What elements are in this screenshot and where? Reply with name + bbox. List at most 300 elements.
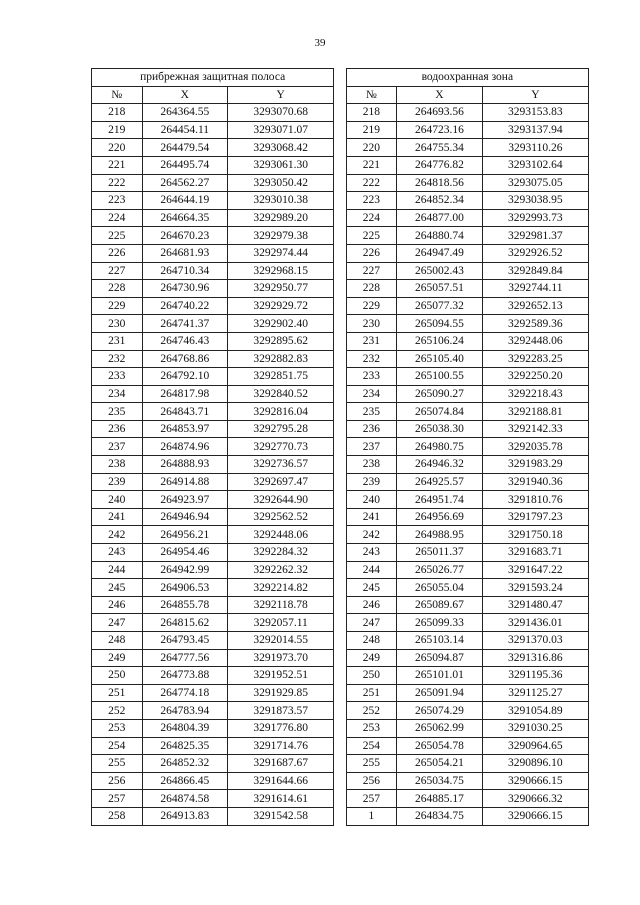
table-row: [92, 473, 589, 491]
left-num-cell: 250: [92, 667, 143, 685]
column-gap: [334, 121, 346, 139]
right-x-cell: 264880.74: [397, 227, 483, 245]
left-y-cell: 3291929.85: [228, 684, 334, 702]
right-y-cell: 3291797.23: [482, 508, 588, 526]
column-gap: [334, 227, 346, 245]
left-num-cell: 235: [92, 403, 143, 421]
column-gap: [334, 403, 346, 421]
right-num-cell: 234: [346, 385, 397, 403]
table-row: [92, 420, 589, 438]
right-y-cell: 3292218.43: [482, 385, 588, 403]
column-gap: [334, 614, 346, 632]
table-row: [92, 139, 589, 157]
column-gap: [334, 192, 346, 210]
left-num-cell: 236: [92, 420, 143, 438]
right-num-cell: 255: [346, 755, 397, 773]
left-num-cell: 244: [92, 561, 143, 579]
left-x-cell: 264664.35: [142, 209, 228, 227]
right-num-cell: 227: [346, 262, 397, 280]
table-row: [92, 227, 589, 245]
table-row: [92, 737, 589, 755]
left-y-cell: 3291614.61: [228, 790, 334, 808]
right-x-cell: 265100.55: [397, 368, 483, 386]
right-num-cell: 229: [346, 297, 397, 315]
left-x-cell: 264644.19: [142, 192, 228, 210]
right-y-cell: 3291683.71: [482, 544, 588, 562]
column-gap: [334, 297, 346, 315]
right-x-cell: 265002.43: [397, 262, 483, 280]
left-y-cell: 3291644.66: [228, 772, 334, 790]
right-num-cell: 220: [346, 139, 397, 157]
table-row: [92, 544, 589, 562]
right-num-cell: 253: [346, 719, 397, 737]
left-x-cell: 264843.71: [142, 403, 228, 421]
column-gap: [334, 702, 346, 720]
left-x-cell: 264804.39: [142, 719, 228, 737]
table-header-row: [92, 86, 589, 104]
left-y-cell: 3292644.90: [228, 491, 334, 509]
right-x-cell: 265057.51: [397, 280, 483, 298]
right-y-cell: 3292035.78: [482, 438, 588, 456]
right-y-cell: 3293110.26: [482, 139, 588, 157]
left-y-cell: 3292562.52: [228, 508, 334, 526]
left-x-cell: 264942.99: [142, 561, 228, 579]
left-x-cell: 264454.11: [142, 121, 228, 139]
left-x-cell: 264855.78: [142, 596, 228, 614]
right-num-cell: 236: [346, 420, 397, 438]
left-num-cell: 228: [92, 280, 143, 298]
column-gap: [334, 139, 346, 157]
left-y-cell: 3292448.06: [228, 526, 334, 544]
left-y-cell: 3292284.32: [228, 544, 334, 562]
right-x-cell: 264951.74: [397, 491, 483, 509]
left-y-cell: 3291873.57: [228, 702, 334, 720]
table-row: [92, 121, 589, 139]
left-num-cell: 238: [92, 456, 143, 474]
right-num-cell: 250: [346, 667, 397, 685]
left-y-cell: 3291952.51: [228, 667, 334, 685]
right-num-cell: 224: [346, 209, 397, 227]
left-num-cell: 256: [92, 772, 143, 790]
left-header-x: X: [142, 86, 228, 104]
right-x-cell: 265054.21: [397, 755, 483, 773]
right-x-cell: 264818.56: [397, 174, 483, 192]
right-y-cell: 3290964.65: [482, 737, 588, 755]
column-gap: [334, 156, 346, 174]
table-row: [92, 719, 589, 737]
table-row: [92, 297, 589, 315]
table-row: [92, 350, 589, 368]
left-x-cell: 264746.43: [142, 332, 228, 350]
right-x-cell: 265105.40: [397, 350, 483, 368]
right-y-cell: 3293038.95: [482, 192, 588, 210]
left-num-cell: 257: [92, 790, 143, 808]
right-y-cell: 3291593.24: [482, 579, 588, 597]
right-x-cell: 265011.37: [397, 544, 483, 562]
column-gap: [334, 491, 346, 509]
left-x-cell: 264777.56: [142, 649, 228, 667]
left-num-cell: 220: [92, 139, 143, 157]
left-num-cell: 229: [92, 297, 143, 315]
left-y-cell: 3292974.44: [228, 244, 334, 262]
right-y-cell: 3291125.27: [482, 684, 588, 702]
left-x-cell: 264888.93: [142, 456, 228, 474]
left-y-cell: 3292795.28: [228, 420, 334, 438]
right-x-cell: 264852.34: [397, 192, 483, 210]
right-num-cell: 241: [346, 508, 397, 526]
right-x-cell: 265074.84: [397, 403, 483, 421]
right-x-cell: 264956.69: [397, 508, 483, 526]
left-x-cell: 264946.94: [142, 508, 228, 526]
right-x-cell: 265099.33: [397, 614, 483, 632]
right-x-cell: 264946.32: [397, 456, 483, 474]
left-section-title: прибрежная защитная полоса: [92, 69, 334, 87]
left-y-cell: 3292816.04: [228, 403, 334, 421]
left-header-num: №: [92, 86, 143, 104]
right-y-cell: 3292448.06: [482, 332, 588, 350]
right-y-cell: 3291750.18: [482, 526, 588, 544]
right-num-cell: 243: [346, 544, 397, 562]
left-y-cell: 3293061.30: [228, 156, 334, 174]
left-y-cell: 3291542.58: [228, 807, 334, 825]
left-x-cell: 264866.45: [142, 772, 228, 790]
table-title-row: [92, 69, 589, 87]
column-gap: [334, 790, 346, 808]
left-y-cell: 3292214.82: [228, 579, 334, 597]
table-row: [92, 579, 589, 597]
right-x-cell: 264877.00: [397, 209, 483, 227]
left-x-cell: 264956.21: [142, 526, 228, 544]
right-x-cell: 265034.75: [397, 772, 483, 790]
table-row: [92, 596, 589, 614]
left-num-cell: 239: [92, 473, 143, 491]
left-x-cell: 264774.18: [142, 684, 228, 702]
column-gap: [334, 332, 346, 350]
left-num-cell: 232: [92, 350, 143, 368]
left-num-cell: 219: [92, 121, 143, 139]
right-num-cell: 246: [346, 596, 397, 614]
left-x-cell: 264923.97: [142, 491, 228, 509]
right-num-cell: 238: [346, 456, 397, 474]
left-x-cell: 264768.86: [142, 350, 228, 368]
right-y-cell: 3290666.15: [482, 807, 588, 825]
right-y-cell: 3291195.36: [482, 667, 588, 685]
right-y-cell: 3292283.25: [482, 350, 588, 368]
left-x-cell: 264710.34: [142, 262, 228, 280]
right-y-cell: 3291054.89: [482, 702, 588, 720]
right-y-cell: 3292926.52: [482, 244, 588, 262]
column-gap: [334, 368, 346, 386]
left-num-cell: 251: [92, 684, 143, 702]
left-y-cell: 3293050.42: [228, 174, 334, 192]
right-x-cell: 264834.75: [397, 807, 483, 825]
right-x-cell: 265094.55: [397, 315, 483, 333]
right-num-cell: 232: [346, 350, 397, 368]
column-gap: [334, 262, 346, 280]
left-num-cell: 225: [92, 227, 143, 245]
right-header-y: Y: [482, 86, 588, 104]
table-row: [92, 192, 589, 210]
left-x-cell: 264852.32: [142, 755, 228, 773]
table-row: [92, 755, 589, 773]
right-num-cell: 252: [346, 702, 397, 720]
table-row: [92, 491, 589, 509]
left-num-cell: 227: [92, 262, 143, 280]
right-y-cell: 3291940.36: [482, 473, 588, 491]
left-x-cell: 264954.46: [142, 544, 228, 562]
right-num-cell: 251: [346, 684, 397, 702]
right-num-cell: 235: [346, 403, 397, 421]
table-row: [92, 614, 589, 632]
table-row: [92, 561, 589, 579]
left-num-cell: 218: [92, 104, 143, 122]
left-num-cell: 230: [92, 315, 143, 333]
column-gap: [334, 244, 346, 262]
left-y-cell: 3292989.20: [228, 209, 334, 227]
left-y-cell: 3292118.78: [228, 596, 334, 614]
right-x-cell: 265038.30: [397, 420, 483, 438]
left-y-cell: 3293010.38: [228, 192, 334, 210]
table-row: [92, 209, 589, 227]
left-y-cell: 3291714.76: [228, 737, 334, 755]
coordinates-table: [91, 68, 589, 826]
left-y-cell: 3292697.47: [228, 473, 334, 491]
right-y-cell: 3292849.84: [482, 262, 588, 280]
right-x-cell: 264776.82: [397, 156, 483, 174]
column-gap: [334, 561, 346, 579]
right-num-cell: 219: [346, 121, 397, 139]
right-y-cell: 3291480.47: [482, 596, 588, 614]
table-row: [92, 315, 589, 333]
right-header-num: №: [346, 86, 397, 104]
right-num-cell: 239: [346, 473, 397, 491]
table-body: [92, 104, 589, 825]
left-num-cell: 221: [92, 156, 143, 174]
right-x-cell: 264885.17: [397, 790, 483, 808]
right-header-x: X: [397, 86, 483, 104]
left-x-cell: 264817.98: [142, 385, 228, 403]
left-x-cell: 264914.88: [142, 473, 228, 491]
left-x-cell: 264741.37: [142, 315, 228, 333]
left-y-cell: 3292902.40: [228, 315, 334, 333]
column-gap: [334, 69, 346, 87]
right-num-cell: 230: [346, 315, 397, 333]
table-row: [92, 772, 589, 790]
column-gap: [334, 456, 346, 474]
left-x-cell: 264793.45: [142, 632, 228, 650]
page-number: 39: [314, 37, 326, 49]
table-row: [92, 244, 589, 262]
right-x-cell: 265077.32: [397, 297, 483, 315]
column-gap: [334, 86, 346, 104]
column-gap: [334, 807, 346, 825]
left-x-cell: 264815.62: [142, 614, 228, 632]
right-y-cell: 3292981.37: [482, 227, 588, 245]
table-row: [92, 526, 589, 544]
left-y-cell: 3292262.32: [228, 561, 334, 579]
right-y-cell: 3291647.22: [482, 561, 588, 579]
left-num-cell: 252: [92, 702, 143, 720]
left-y-cell: 3292979.38: [228, 227, 334, 245]
left-num-cell: 241: [92, 508, 143, 526]
right-y-cell: 3293075.05: [482, 174, 588, 192]
table-row: [92, 667, 589, 685]
column-gap: [334, 473, 346, 491]
table-row: [92, 438, 589, 456]
right-x-cell: 265089.67: [397, 596, 483, 614]
table-row: [92, 684, 589, 702]
left-header-y: Y: [228, 86, 334, 104]
left-x-cell: 264670.23: [142, 227, 228, 245]
left-num-cell: 243: [92, 544, 143, 562]
right-num-cell: 223: [346, 192, 397, 210]
left-num-cell: 237: [92, 438, 143, 456]
column-gap: [334, 596, 346, 614]
column-gap: [334, 438, 346, 456]
left-x-cell: 264853.97: [142, 420, 228, 438]
left-x-cell: 264681.93: [142, 244, 228, 262]
left-num-cell: 234: [92, 385, 143, 403]
right-num-cell: 249: [346, 649, 397, 667]
left-x-cell: 264740.22: [142, 297, 228, 315]
table-row: [92, 508, 589, 526]
left-y-cell: 3292840.52: [228, 385, 334, 403]
right-x-cell: 265103.14: [397, 632, 483, 650]
left-y-cell: 3292968.15: [228, 262, 334, 280]
left-num-cell: 224: [92, 209, 143, 227]
right-x-cell: 265054.78: [397, 737, 483, 755]
right-y-cell: 3291030.25: [482, 719, 588, 737]
right-y-cell: 3293137.94: [482, 121, 588, 139]
right-num-cell: 1: [346, 807, 397, 825]
column-gap: [334, 508, 346, 526]
right-num-cell: 228: [346, 280, 397, 298]
left-num-cell: 226: [92, 244, 143, 262]
table-row: [92, 632, 589, 650]
left-num-cell: 253: [92, 719, 143, 737]
column-gap: [334, 737, 346, 755]
left-num-cell: 222: [92, 174, 143, 192]
left-x-cell: 264364.55: [142, 104, 228, 122]
column-gap: [334, 385, 346, 403]
right-x-cell: 264755.34: [397, 139, 483, 157]
column-gap: [334, 174, 346, 192]
right-num-cell: 254: [346, 737, 397, 755]
right-x-cell: 265026.77: [397, 561, 483, 579]
left-x-cell: 264495.74: [142, 156, 228, 174]
left-num-cell: 242: [92, 526, 143, 544]
right-y-cell: 3292250.20: [482, 368, 588, 386]
right-num-cell: 257: [346, 790, 397, 808]
left-y-cell: 3292014.55: [228, 632, 334, 650]
table-row: [92, 403, 589, 421]
right-x-cell: 265055.04: [397, 579, 483, 597]
right-y-cell: 3293153.83: [482, 104, 588, 122]
left-x-cell: 264792.10: [142, 368, 228, 386]
right-num-cell: 237: [346, 438, 397, 456]
right-num-cell: 256: [346, 772, 397, 790]
left-num-cell: 254: [92, 737, 143, 755]
left-x-cell: 264773.88: [142, 667, 228, 685]
right-y-cell: 3292589.36: [482, 315, 588, 333]
right-section-title: водоохранная зона: [346, 69, 588, 87]
left-x-cell: 264783.94: [142, 702, 228, 720]
right-x-cell: 265101.01: [397, 667, 483, 685]
left-x-cell: 264562.27: [142, 174, 228, 192]
left-num-cell: 248: [92, 632, 143, 650]
right-num-cell: 231: [346, 332, 397, 350]
right-num-cell: 226: [346, 244, 397, 262]
left-num-cell: 233: [92, 368, 143, 386]
right-x-cell: 264723.16: [397, 121, 483, 139]
table-row: [92, 649, 589, 667]
column-gap: [334, 209, 346, 227]
left-y-cell: 3292882.83: [228, 350, 334, 368]
table-row: [92, 174, 589, 192]
left-x-cell: 264874.96: [142, 438, 228, 456]
right-num-cell: 233: [346, 368, 397, 386]
left-y-cell: 3293068.42: [228, 139, 334, 157]
column-gap: [334, 104, 346, 122]
column-gap: [334, 280, 346, 298]
column-gap: [334, 755, 346, 773]
left-y-cell: 3292950.77: [228, 280, 334, 298]
right-num-cell: 244: [346, 561, 397, 579]
table-row: [92, 280, 589, 298]
column-gap: [334, 632, 346, 650]
column-gap: [334, 526, 346, 544]
column-gap: [334, 315, 346, 333]
left-y-cell: 3291973.70: [228, 649, 334, 667]
right-x-cell: 264925.57: [397, 473, 483, 491]
left-y-cell: 3292929.72: [228, 297, 334, 315]
left-y-cell: 3292770.73: [228, 438, 334, 456]
table-row: [92, 368, 589, 386]
left-y-cell: 3293070.68: [228, 104, 334, 122]
right-num-cell: 225: [346, 227, 397, 245]
left-num-cell: 255: [92, 755, 143, 773]
right-x-cell: 265074.29: [397, 702, 483, 720]
column-gap: [334, 719, 346, 737]
table-row: [92, 262, 589, 280]
right-num-cell: 222: [346, 174, 397, 192]
right-x-cell: 265090.27: [397, 385, 483, 403]
left-x-cell: 264730.96: [142, 280, 228, 298]
right-num-cell: 248: [346, 632, 397, 650]
right-num-cell: 245: [346, 579, 397, 597]
right-y-cell: 3290666.15: [482, 772, 588, 790]
left-y-cell: 3291687.67: [228, 755, 334, 773]
right-y-cell: 3290666.32: [482, 790, 588, 808]
right-y-cell: 3292188.81: [482, 403, 588, 421]
right-num-cell: 221: [346, 156, 397, 174]
right-num-cell: 242: [346, 526, 397, 544]
left-num-cell: 246: [92, 596, 143, 614]
left-y-cell: 3293071.07: [228, 121, 334, 139]
left-y-cell: 3292851.75: [228, 368, 334, 386]
left-num-cell: 258: [92, 807, 143, 825]
left-y-cell: 3291776.80: [228, 719, 334, 737]
right-x-cell: 264693.56: [397, 104, 483, 122]
right-y-cell: 3293102.64: [482, 156, 588, 174]
table-row: [92, 807, 589, 825]
right-y-cell: 3292142.33: [482, 420, 588, 438]
table-row: [92, 156, 589, 174]
right-num-cell: 247: [346, 614, 397, 632]
right-x-cell: 264988.95: [397, 526, 483, 544]
table-row: [92, 702, 589, 720]
right-x-cell: 264980.75: [397, 438, 483, 456]
